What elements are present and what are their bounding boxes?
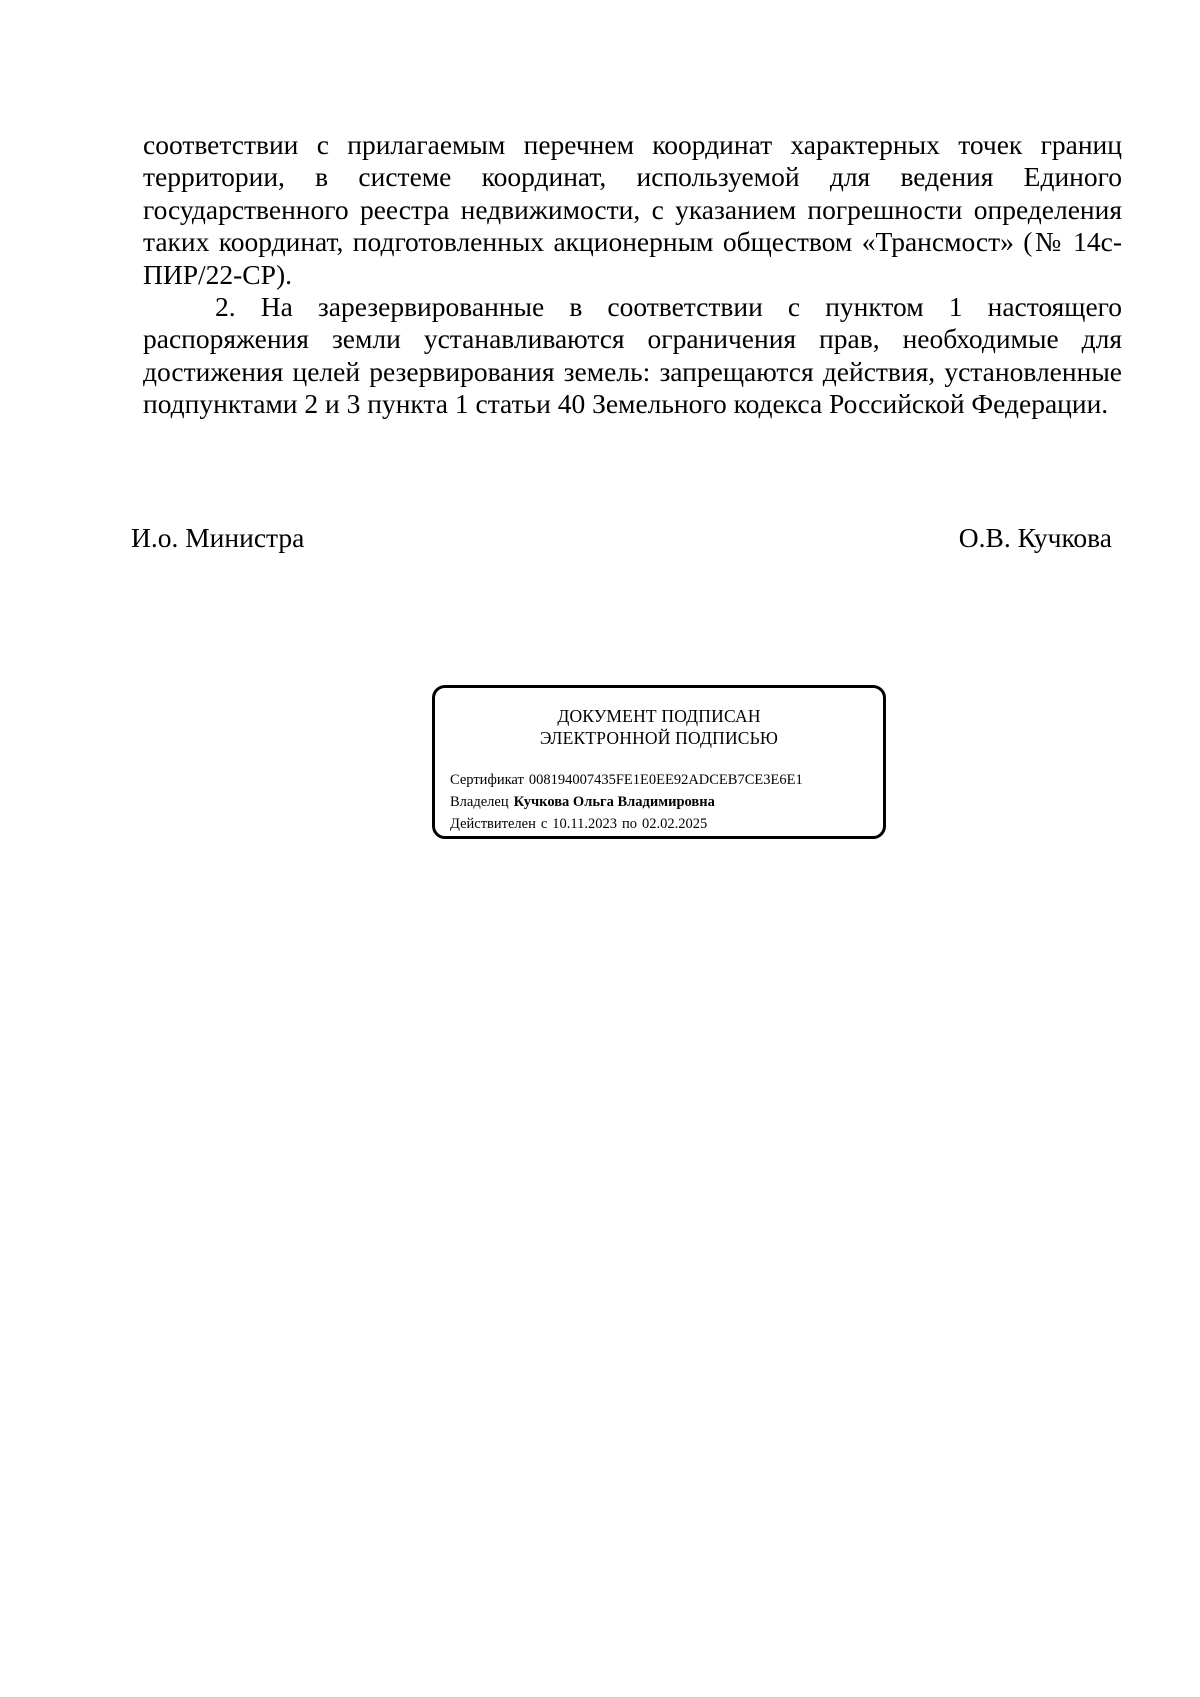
validity-row [450, 813, 803, 835]
stamp-heading-line-1: ДОКУМЕНТ ПОДПИСАН [557, 706, 761, 726]
stamp-heading [435, 705, 883, 749]
document-body [143, 129, 1122, 421]
valid-to-label: по [622, 816, 638, 832]
owner-label: Владелец [450, 794, 509, 810]
certificate-row [450, 769, 803, 791]
valid-from-label: с [540, 816, 548, 832]
valid-to-date: 02.02.2025 [642, 816, 708, 832]
valid-label: Действителен [450, 816, 536, 832]
owner-row [450, 791, 803, 813]
paragraph-1: соответствии с прилагаемым перечнем координат характерных точек границ территории, в системе координат, используемой для ведения Единого государственного реестра недвижимости, с указанием погрешности определения таких координат, подготовленных акционерным обществом «Трансмост» (№ 14с-ПИР/22-СР). [143, 129, 1122, 290]
stamp-details [450, 769, 803, 835]
signatory-name: О.В. Кучкова [958, 522, 1112, 553]
stamp-heading-line-2: ЭЛЕКТРОННОЙ ПОДПИСЬЮ [539, 728, 779, 748]
signatory-title: И.о. Министра [131, 522, 305, 553]
certificate-label: Сертификат [450, 772, 524, 788]
valid-from-date: 10.11.2023 [552, 816, 618, 832]
certificate-value: 008194007435FE1E0EE92ADCEB7CE3E6E1 [528, 772, 803, 788]
paragraph-2: 2. На зарезервированные в соответствии с пунктом 1 настоящего распоряжения земли устанавливаются ограничения прав, необходимые для достижения целей резервирования земель: запрещаются действия, установленные подпунктами 2 и 3 пункта 1 статьи 40 Земельного кодекса Российской Федерации. [143, 291, 1122, 420]
electronic-signature-stamp [432, 685, 886, 839]
owner-value: Кучкова Ольга Владимировна [513, 794, 715, 810]
